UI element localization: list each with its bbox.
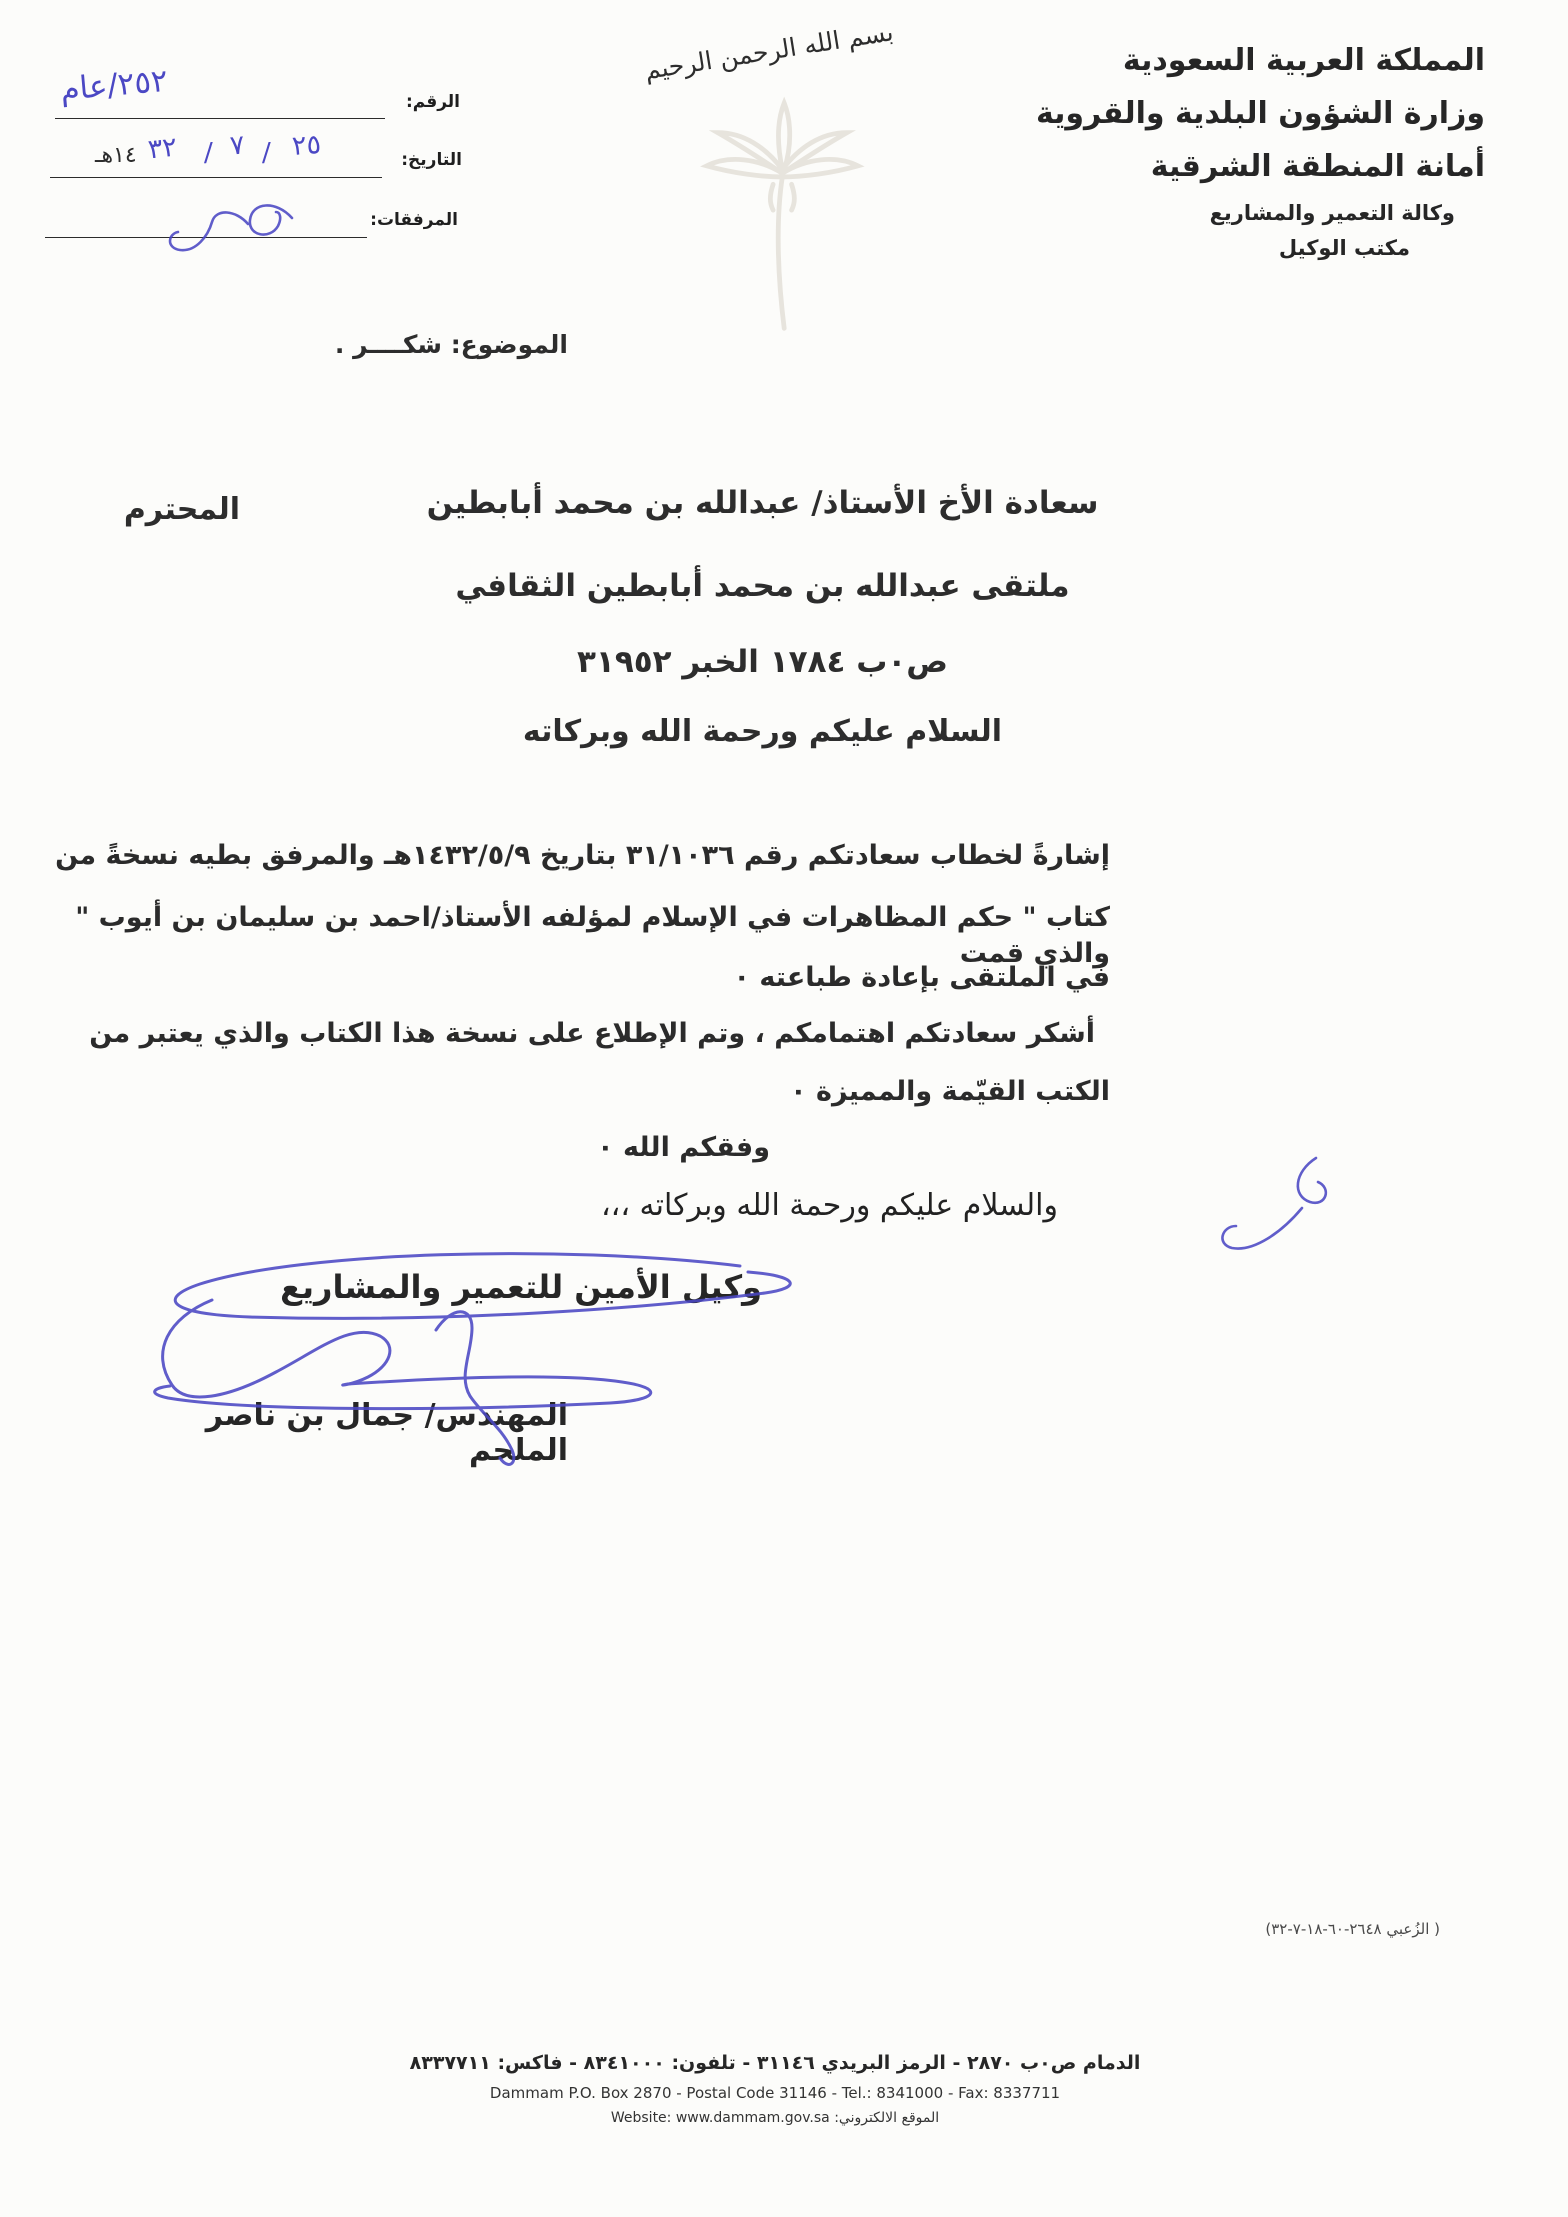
basmala: بسم الله الرحمن الرحيم [642,17,896,86]
date-separator-1: / [204,138,213,168]
approval-scribble [1222,1158,1325,1249]
attachments-scribble [170,205,292,250]
signatory-name: المهندس/ جمال بن ناصر الملحم [205,1398,568,1468]
ref-number-line [55,118,385,119]
archive-reference-note: ( الزُعبي ٢٦٤٨-٦٠-١٨-٧-٣٢) [1265,1920,1440,1938]
date-day-handwriting: ٢٥ [290,129,323,162]
ref-attachments-line [45,237,367,238]
letterhead [1020,43,1485,260]
subject-line [328,330,568,359]
addressee-name-line: سعادة الأخ الأستاذ/ عبدالله بن محمد أبابطين [426,485,1099,521]
body-p1-line1: إشارةً لخطاب سعادتكم رقم ٣١/١٠٣٦ بتاريخ ١٤٣٢/٥/٩هـ والمرفق بطيه نسخةً من [55,840,1110,871]
ref-attachments-label: المرفقات: [370,210,458,230]
letterhead-agency: وكالة التعمير والمشاريع [1209,201,1455,225]
letterhead-country: المملكة العربية السعودية [1122,43,1485,78]
closing-salam: والسلام عليكم ورحمة الله وبركاته ،،، [600,1188,1058,1223]
ref-date-label: التاريخ: [401,150,462,170]
date-separator-2: / [262,138,271,168]
addressee-pobox-line: ص٠ب ١٧٨٤ الخبر ٣١٩٥٢ [576,644,948,680]
closing-blessing: وفقكم الله ٠ [597,1132,770,1163]
palm-watermark-icon [688,92,873,332]
ref-date-printed-year [95,143,137,168]
ref-number-handwriting: ٢٥٢/عام [58,62,170,108]
ref-date-line [50,177,382,178]
letterhead-ministry: وزارة الشؤون البلدية والقروية [1035,96,1485,131]
body-p2-line1: أشكر سعادتكم اهتمامكم ، وتم الإطلاع على نسخة هذا الكتاب والذي يعتبر من [89,1018,1095,1049]
addressee-org-line: ملتقى عبدالله بن محمد أبابطين الثقافي [455,568,1070,604]
body-p1-line3: في الملتقى بإعادة طباعته ٠ [733,962,1110,993]
footer [250,2052,1300,2126]
salutation-line: السلام عليكم ورحمة الله وبركاته [522,714,1003,749]
ref-number-label: الرقم: [405,92,460,112]
letterhead-municipality: أمانة المنطقة الشرقية [1150,149,1485,184]
date-era: هـ [95,143,114,168]
signatory-title: وكيل الأمين للتعمير والمشاريع [280,1268,762,1306]
subject-label: الموضوع: [450,330,568,359]
date-century: ١٤ [113,143,137,168]
footer-website-url: Website: www.dammam.gov.sa [610,2110,830,2126]
date-month-handwriting: ٧ [228,129,246,162]
subject-value: شكــــر . [334,330,442,359]
addressee-honorific: المحترم [123,492,240,527]
footer-english-address: Dammam P.O. Box 2870 - Postal Code 31146 - Tel.: 8341000 - Fax: 8337711 [489,2084,1061,2102]
footer-website-label: الموقع الالكتروني: [834,2110,940,2126]
footer-arabic-address: الدمام ص٠ب ٢٨٧٠ - الرمز البريدي ٣١١٤٦ - تلفون: ٨٣٤١٠٠٠ - فاكس: ٨٣٣٧٧١١ [409,2052,1141,2074]
date-year-handwriting: ٣٢ [146,131,179,166]
letterhead-office: مكتب الوكيل [1278,236,1410,260]
body-p1-line2: كتاب " حكم المظاهرات في الإسلام لمؤلفه الأستاذ/احمد بن سليمان بن أيوب " والذي قمت [75,902,1110,970]
footer-website-line [250,2110,1300,2126]
body-p2-line2: الكتب القيّمة والمميزة ٠ [790,1076,1110,1107]
